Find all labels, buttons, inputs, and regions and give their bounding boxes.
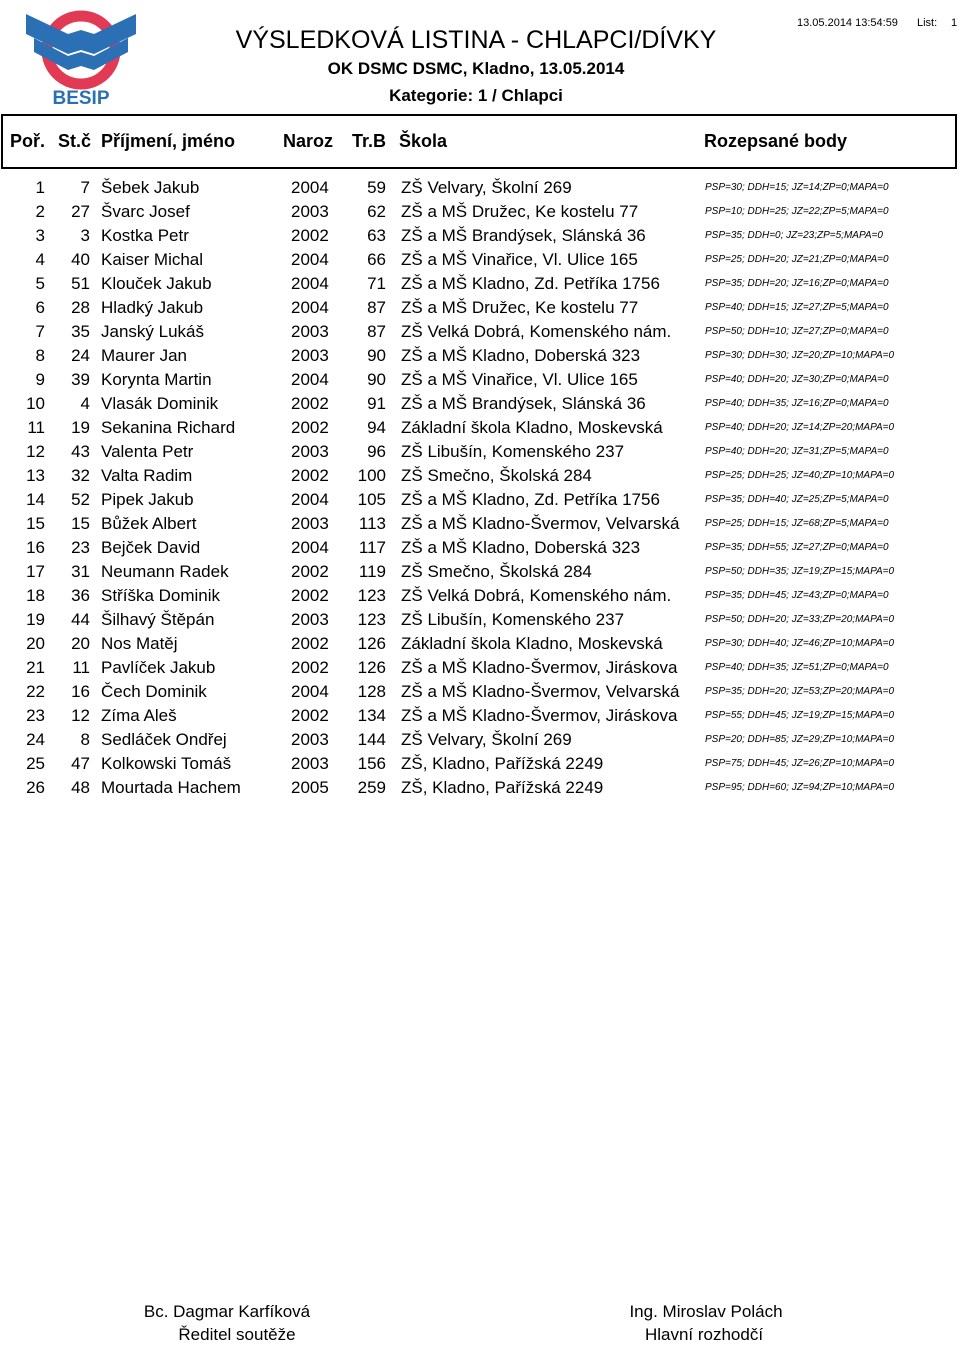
birth-year-cell: 2003 [291,754,329,773]
school-cell: ZŠ a MŠ Brandýsek, Slánská 36 [401,394,646,413]
rank-cell: 26 [26,778,45,797]
name-cell: Bejček David [101,538,201,557]
detail-points-cell: PSP=25; DDH=15; JZ=68;ZP=5;MAPA=0 [705,518,889,529]
rank-cell: 3 [35,226,45,245]
event-subtitle: OK DSMC DSMC, Kladno, 13.05.2014 [327,59,625,78]
name-cell: Janský Lukáš [101,322,204,341]
rank-cell: 10 [26,394,45,413]
name-cell: Maurer Jan [101,346,187,365]
start-number-cell: 32 [71,466,90,485]
name-cell: Čech Dominik [101,682,207,701]
name-cell: Sedláček Ondřej [101,730,227,749]
detail-points-cell: PSP=40; DDH=35; JZ=16;ZP=0;MAPA=0 [705,398,889,409]
school-cell: ZŠ, Kladno, Pařížská 2249 [401,778,604,797]
birth-year-cell: 2002 [291,562,329,581]
detail-points-cell: PSP=40; DDH=20; JZ=30;ZP=0;MAPA=0 [705,374,889,385]
penalty-points-cell: 66 [367,250,386,269]
name-cell: Zíma Aleš [101,706,177,725]
penalty-points-cell: 87 [367,298,386,317]
penalty-points-cell: 113 [358,514,386,533]
start-number-cell: 8 [80,730,90,749]
birth-year-cell: 2003 [291,322,329,341]
col-header-school: Škola [399,131,448,151]
detail-points-cell: PSP=50; DDH=35; JZ=19;ZP=15;MAPA=0 [705,566,895,577]
name-cell: Hladký Jakub [101,298,204,317]
school-cell: ZŠ a MŠ Kladno-Švermov, Jiráskova [401,658,678,677]
table-row [0,610,960,634]
table-row [0,754,960,778]
birth-year-cell: 2002 [291,226,329,245]
start-number-cell: 35 [71,322,90,341]
start-number-cell: 12 [71,706,90,725]
table-row [0,778,960,802]
birth-year-cell: 2004 [291,538,329,557]
start-number-cell: 39 [71,370,90,389]
penalty-points-cell: 71 [367,274,386,293]
school-cell: ZŠ Smečno, Školská 284 [401,562,592,581]
birth-year-cell: 2004 [291,274,329,293]
rank-cell: 15 [26,514,45,533]
name-cell: Stříška Dominik [101,586,221,605]
name-cell: Valenta Petr [101,442,194,461]
birth-year-cell: 2004 [291,298,329,317]
table-row [0,226,960,250]
col-header-start: St.č [58,131,92,151]
detail-points-cell: PSP=35; DDH=45; JZ=43;ZP=0;MAPA=0 [705,590,889,601]
penalty-points-cell: 96 [367,442,386,461]
school-cell: Základní škola Kladno, Moskevská [401,418,663,437]
table-row [0,634,960,658]
birth-year-cell: 2002 [291,586,329,605]
detail-points-cell: PSP=20; DDH=85; JZ=29;ZP=10;MAPA=0 [705,734,895,745]
school-cell: ZŠ Velká Dobrá, Komenského nám. [401,586,672,605]
table-row [0,658,960,682]
detail-points-cell: PSP=35; DDH=20; JZ=16;ZP=0;MAPA=0 [705,278,889,289]
name-cell: Pipek Jakub [101,490,194,509]
head-judge-role: Hlavní rozhodčí [644,1325,764,1344]
table-row [0,178,960,202]
rank-cell: 5 [35,274,45,293]
school-cell: ZŠ a MŠ Družec, Ke kostelu 77 [401,298,639,317]
penalty-points-cell: 123 [357,610,386,629]
name-cell: Šilhavý Štěpán [101,610,215,629]
svg-text:BESIP: BESIP [52,88,110,108]
detail-points-cell: PSP=95; DDH=60; JZ=94;ZP=10;MAPA=0 [705,782,895,793]
birth-year-cell: 2002 [291,658,329,677]
school-cell: ZŠ a MŠ Družec, Ke kostelu 77 [401,202,639,221]
penalty-points-cell: 87 [367,322,386,341]
name-cell: Sekanina Richard [101,418,236,437]
start-number-cell: 51 [71,274,90,293]
detail-points-cell: PSP=35; DDH=55; JZ=27;ZP=0;MAPA=0 [705,542,889,553]
rank-cell: 8 [35,346,45,365]
school-cell: ZŠ a MŠ Kladno, Zd. Petříka 1756 [401,490,660,509]
penalty-points-cell: 134 [357,706,386,725]
table-row [0,250,960,274]
detail-points-cell: PSP=40; DDH=20; JZ=14;ZP=20;MAPA=0 [705,422,895,433]
name-cell: Klouček Jakub [101,274,212,293]
detail-points-cell: PSP=75; DDH=45; JZ=26;ZP=10;MAPA=0 [705,758,895,769]
penalty-points-cell: 59 [367,178,386,197]
rank-cell: 16 [26,538,45,557]
rank-cell: 23 [26,706,45,725]
col-header-rank: Poř. [10,131,46,151]
school-cell: ZŠ a MŠ Vinařice, Vl. Ulice 165 [401,250,638,269]
birth-year-cell: 2003 [291,202,329,221]
start-number-cell: 24 [71,346,90,365]
school-cell: ZŠ a MŠ Kladno-Švermov, Jiráskova [401,706,678,725]
birth-year-cell: 2003 [291,730,329,749]
rank-cell: 6 [35,298,45,317]
rank-cell: 14 [26,490,45,509]
rank-cell: 4 [35,250,45,269]
table-row [0,322,960,346]
col-header-name: Příjmení, jméno [101,131,236,151]
rank-cell: 11 [27,418,45,437]
name-cell: Valta Radim [101,466,193,485]
col-header-detail: Rozepsané body [704,131,848,151]
table-row [0,730,960,754]
name-cell: Pavlíček Jakub [101,658,216,677]
school-cell: ZŠ Velvary, Školní 269 [401,730,572,749]
rank-cell: 18 [26,586,45,605]
detail-points-cell: PSP=40; DDH=35; JZ=51;ZP=0;MAPA=0 [705,662,889,673]
penalty-points-cell: 91 [367,394,386,413]
detail-points-cell: PSP=55; DDH=45; JZ=19;ZP=15;MAPA=0 [705,710,895,721]
name-cell: Nos Matěj [101,634,178,653]
name-cell: Švarc Josef [101,202,190,221]
rank-cell: 9 [35,370,45,389]
start-number-cell: 23 [71,538,90,557]
rank-cell: 7 [35,322,45,341]
school-cell: ZŠ a MŠ Kladno, Doberská 323 [401,346,641,365]
birth-year-cell: 2004 [291,370,329,389]
birth-year-cell: 2002 [291,418,329,437]
penalty-points-cell: 63 [367,226,386,245]
table-row [0,370,960,394]
table-row [0,394,960,418]
table-row [0,682,960,706]
school-cell: ZŠ a MŠ Vinařice, Vl. Ulice 165 [401,370,638,389]
penalty-points-cell: 90 [367,370,386,389]
name-cell: Mourtada Hachem [101,778,241,797]
detail-points-cell: PSP=40; DDH=15; JZ=27;ZP=5;MAPA=0 [705,302,889,313]
birth-year-cell: 2005 [291,778,329,797]
penalty-points-cell: 259 [357,778,386,797]
school-cell: ZŠ a MŠ Kladno, Zd. Petříka 1756 [401,274,660,293]
start-number-cell: 48 [71,778,90,797]
birth-year-cell: 2003 [291,442,329,461]
penalty-points-cell: 100 [357,466,386,485]
school-cell: ZŠ a MŠ Brandýsek, Slánská 36 [401,226,646,245]
detail-points-cell: PSP=30; DDH=30; JZ=20;ZP=10;MAPA=0 [705,350,895,361]
penalty-points-cell: 128 [357,682,386,701]
penalty-points-cell: 62 [367,202,386,221]
penalty-points-cell: 144 [357,730,386,749]
start-number-cell: 20 [71,634,90,653]
rank-cell: 20 [26,634,45,653]
penalty-points-cell: 126 [357,634,386,653]
director-role: Ředitel soutěže [178,1325,296,1344]
table-row [0,274,960,298]
birth-year-cell: 2002 [291,706,329,725]
rank-cell: 22 [26,682,45,701]
start-number-cell: 27 [71,202,90,221]
category-label: Kategorie: 1 / Chlapci [389,86,563,105]
birth-year-cell: 2004 [291,178,329,197]
table-row [0,442,960,466]
school-cell: ZŠ a MŠ Kladno, Doberská 323 [401,538,641,557]
detail-points-cell: PSP=50; DDH=10; JZ=27;ZP=0;MAPA=0 [705,326,889,337]
detail-points-cell: PSP=25; DDH=25; JZ=40;ZP=10;MAPA=0 [705,470,895,481]
detail-points-cell: PSP=35; DDH=20; JZ=53;ZP=20;MAPA=0 [705,686,895,697]
penalty-points-cell: 94 [367,418,386,437]
start-number-cell: 31 [71,562,90,581]
rank-cell: 1 [35,178,45,197]
start-number-cell: 28 [71,298,90,317]
start-number-cell: 7 [80,178,90,197]
school-cell: ZŠ Velká Dobrá, Komenského nám. [401,322,672,341]
birth-year-cell: 2004 [291,250,329,269]
detail-points-cell: PSP=25; DDH=20; JZ=21;ZP=0;MAPA=0 [705,254,889,265]
table-row [0,538,960,562]
detail-points-cell: PSP=40; DDH=20; JZ=31;ZP=5;MAPA=0 [705,446,889,457]
birth-year-cell: 2003 [291,514,329,533]
rank-cell: 19 [26,610,45,629]
rank-cell: 12 [26,442,45,461]
birth-year-cell: 2002 [291,634,329,653]
table-row [0,346,960,370]
penalty-points-cell: 119 [358,562,386,581]
penalty-points-cell: 90 [367,346,386,365]
detail-points-cell: PSP=50; DDH=20; JZ=33;ZP=20;MAPA=0 [705,614,895,625]
table-row [0,706,960,730]
table-row [0,418,960,442]
start-number-cell: 15 [71,514,90,533]
detail-points-cell: PSP=10; DDH=25; JZ=22;ZP=5;MAPA=0 [705,206,889,217]
school-cell: ZŠ Velvary, Školní 269 [401,178,572,197]
school-cell: ZŠ Smečno, Školská 284 [401,466,592,485]
penalty-points-cell: 126 [357,658,386,677]
table-row [0,466,960,490]
detail-points-cell: PSP=30; DDH=40; JZ=46;ZP=10;MAPA=0 [705,638,895,649]
detail-points-cell: PSP=35; DDH=40; JZ=25;ZP=5;MAPA=0 [705,494,889,505]
birth-year-cell: 2004 [291,490,329,509]
penalty-points-cell: 123 [357,586,386,605]
table-row [0,298,960,322]
start-number-cell: 44 [71,610,90,629]
name-cell: Bůžek Albert [101,514,197,533]
school-cell: Základní škola Kladno, Moskevská [401,634,663,653]
school-cell: ZŠ Libušín, Komenského 237 [401,442,625,461]
start-number-cell: 19 [71,418,90,437]
name-cell: Šebek Jakub [101,178,200,197]
penalty-points-cell: 105 [357,490,386,509]
head-judge-name: Ing. Miroslav Polách [629,1302,783,1321]
start-number-cell: 3 [80,226,90,245]
rank-cell: 13 [26,466,45,485]
birth-year-cell: 2003 [291,346,329,365]
table-row [0,514,960,538]
detail-points-cell: PSP=35; DDH=0; JZ=23;ZP=5;MAPA=0 [705,230,883,241]
start-number-cell: 4 [80,394,90,413]
birth-year-cell: 2003 [291,610,329,629]
document-title: VÝSLEDKOVÁ LISTINA - CHLAPCI/DÍVKY [235,26,717,54]
birth-year-cell: 2002 [291,394,329,413]
school-cell: ZŠ Libušín, Komenského 237 [401,610,625,629]
start-number-cell: 47 [71,754,90,773]
name-cell: Kaiser Michal [101,250,204,269]
rank-cell: 21 [26,658,45,677]
school-cell: ZŠ, Kladno, Pařížská 2249 [401,754,604,773]
table-row [0,490,960,514]
start-number-cell: 40 [71,250,90,269]
birth-year-cell: 2004 [291,682,329,701]
table-row [0,202,960,226]
detail-points-cell: PSP=30; DDH=15; JZ=14;ZP=0;MAPA=0 [705,182,889,193]
table-row [0,562,960,586]
name-cell: Kostka Petr [101,226,189,245]
penalty-points-cell: 156 [357,754,386,773]
rank-cell: 24 [26,730,45,749]
director-name: Bc. Dagmar Karfíková [143,1302,311,1321]
col-header-year: Naroz [283,131,334,151]
print-timestamp: 13.05.2014 13:54:59 [797,17,898,29]
start-number-cell: 16 [71,682,90,701]
start-number-cell: 43 [71,442,90,461]
school-cell: ZŠ a MŠ Kladno-Švermov, Velvarská [401,514,680,533]
name-cell: Neumann Radek [101,562,229,581]
col-header-points: Tr.B [352,131,387,151]
start-number-cell: 52 [71,490,90,509]
penalty-points-cell: 117 [358,538,386,557]
name-cell: Kolkowski Tomáš [101,754,232,773]
table-row [0,586,960,610]
school-cell: ZŠ a MŠ Kladno-Švermov, Velvarská [401,682,680,701]
rank-cell: 25 [26,754,45,773]
rank-cell: 2 [35,202,45,221]
rank-cell: 17 [26,562,45,581]
name-cell: Vlasák Dominik [101,394,219,413]
sheet-label: List: [917,17,938,29]
start-number-cell: 11 [72,658,90,677]
name-cell: Korynta Martin [101,370,212,389]
start-number-cell: 36 [71,586,90,605]
birth-year-cell: 2002 [291,466,329,485]
sheet-number: 1 [951,17,958,29]
